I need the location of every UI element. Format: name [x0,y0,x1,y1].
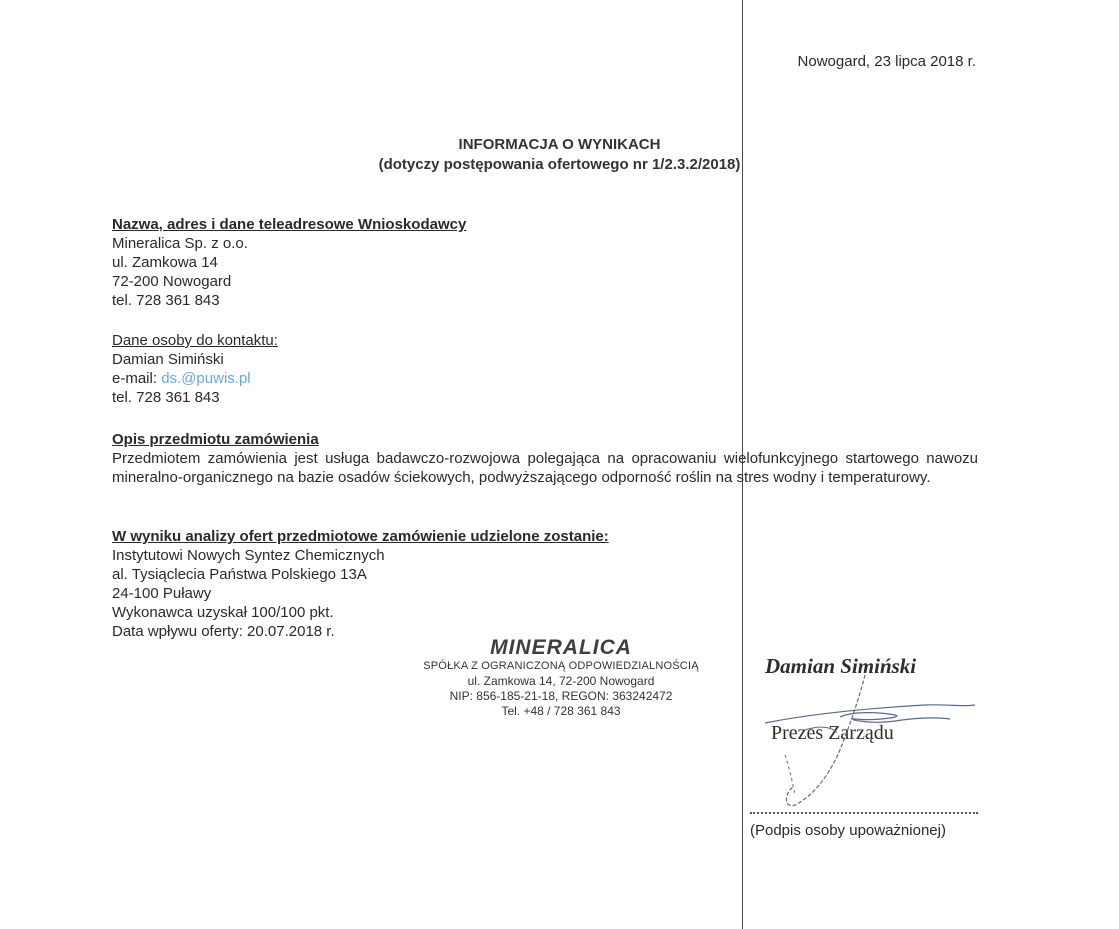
result-line: Wykonawca uzyskał 100/100 pkt. [112,604,334,621]
stamp-address: ul. Zamkowa 14, 72-200 Nowogard [467,674,655,688]
result-section [112,527,609,641]
stamp-phone: Tel. +48 / 728 361 843 [501,704,621,718]
result-line: al. Tysiąclecia Państwa Polskiego 13A [112,566,367,583]
applicant-line: ul. Zamkowa 14 [112,254,218,271]
title-line-2: (dotyczy postępowania ofertowego nr 1/2.3.2/2018) [378,156,741,173]
contact-email-link[interactable]: ds.@puwis.pl [161,370,251,387]
contact-email-label: e-mail: [112,370,162,387]
description-heading: Opis przedmiotu zamówienia [112,431,319,448]
contact-heading: Dane osoby do kontaktu: [112,332,278,349]
result-heading: W wyniku analizy ofert przedmiotowe zamówienie udzielone zostanie: [112,528,609,545]
stamp-logo: MINERALICA [490,636,632,659]
result-line: 24-100 Puławy [112,585,212,602]
handwritten-signature [745,655,1005,815]
document-title [0,135,1119,175]
contact-section [112,331,278,407]
title-line-1: INFORMACJA O WYNIKACH [458,136,661,153]
applicant-heading: Nazwa, adres i dane teleadresowe Wnioskodawcy [112,216,467,233]
applicant-section [112,215,466,310]
applicant-line: Mineralica Sp. z o.o. [112,235,248,252]
applicant-line: 72-200 Nowogard [112,273,232,290]
description-heading-wrap [112,430,319,449]
result-line: Instytutowi Nowych Syntez Chemicznych [112,547,385,564]
signature-dotted-line [750,800,978,814]
result-line: Data wpływu oferty: 20.07.2018 r. [112,623,335,640]
signature-role-stamp: Prezes Zarządu [771,722,894,744]
stamp-company-form: SPÓŁKA Z OGRANICZONĄ ODPOWIEDZIALNOŚCIĄ [423,660,699,672]
document-date: Nowogard, 23 lipca 2018 r. [797,53,976,70]
company-stamp [420,637,702,719]
description-text: Przedmiotem zamówienia jest usługa badawczo-rozwojowa polegająca na opracowaniu wielofunkcyjnego startowego nawozu mineralno-organicznego na bazie osadów ściekowych, podwyższającego odporność roślin na stres wodny i temperaturowy. [112,450,978,486]
contact-phone: tel. 728 361 843 [112,389,220,406]
stamp-tax-ids: NIP: 856-185-21-18, REGON: 363242472 [449,689,673,703]
signature-name-stamp: Damian Simiński [765,654,917,678]
applicant-line: tel. 728 361 843 [112,292,220,309]
contact-name: Damian Simiński [112,351,224,368]
signature-caption: (Podpis osoby upoważnionej) [750,822,946,839]
contact-email-line [112,369,278,388]
